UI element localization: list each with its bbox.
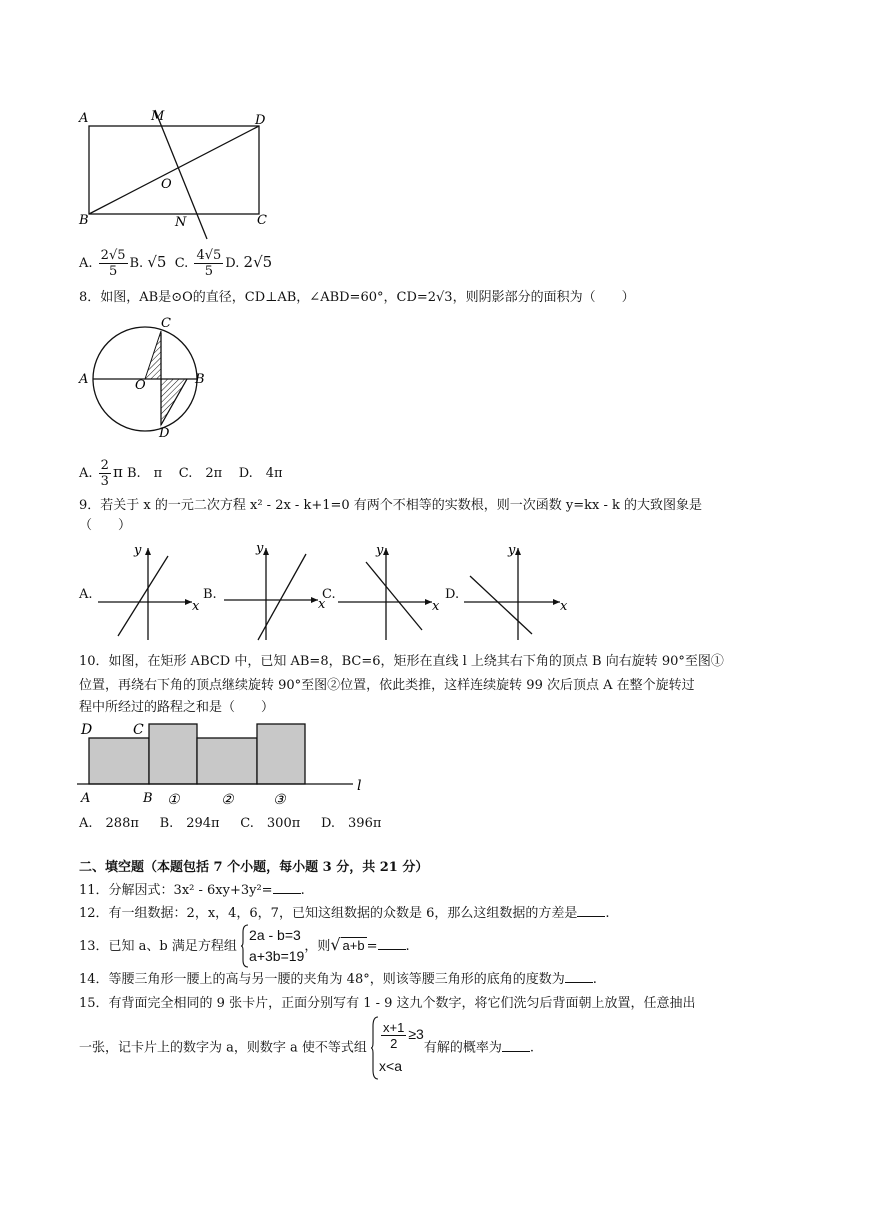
- q7-option-b-prefix: B.: [129, 256, 144, 271]
- label-circle-2: ②: [221, 792, 234, 808]
- q7-option-d-value: 2√5: [243, 253, 273, 271]
- q9-graph-d: [462, 542, 574, 642]
- label-circle-1: ①: [167, 792, 180, 808]
- q15-answer-blank[interactable]: [502, 1039, 530, 1052]
- q15-question-line1: 15．有背面完全相同的 9 张卡片，正面分别写有 1 - 9 这九个数字，将它们洗匀后背面朝上放置，任意抽出: [79, 996, 696, 1011]
- q8-option-b: B. π: [126, 466, 163, 481]
- label-circle-3: ③: [273, 792, 286, 808]
- q15-question-line2: 一张，记卡片上的数字为 a，则数字 a 使不等式组 $\frac{x+1}{2}$ ≥3 x<a 有解的概率为 .: [79, 1013, 534, 1084]
- label-D: D: [255, 113, 266, 128]
- q9-graph-c: [336, 542, 446, 642]
- q10-question-line2: 位置，再绕右下角的顶点继续旋转 90°至图②位置，依此类推，这样连续旋转 99 次后顶点 A 在整个旋转过: [79, 678, 695, 693]
- q7-option-b-value: √5: [147, 253, 167, 271]
- q13-sqrt-radicand: a+b: [342, 938, 365, 953]
- q14-answer-blank[interactable]: [565, 970, 593, 983]
- label-C: C: [257, 213, 267, 228]
- label-B: B: [79, 213, 89, 228]
- q9-question-line1: 9．若关于 x 的一元二次方程 x² - 2x - k+1=0 有两个不相等的实数根，则一次函数 y=kx - k 的大致图象是: [79, 498, 703, 513]
- q10-option-b: B. 294π: [159, 816, 220, 831]
- q8-option-a-suffix: π: [112, 463, 123, 481]
- q13-equation-system: [241, 924, 304, 970]
- q10-option-c: C. 300π: [240, 816, 301, 831]
- label-D: D: [81, 722, 93, 738]
- label-O: O: [161, 177, 172, 192]
- q9-option-b-label: B.: [203, 587, 217, 602]
- q13-answer-blank[interactable]: [378, 937, 406, 950]
- label-B: B: [195, 372, 205, 387]
- q12-answer-blank[interactable]: [577, 904, 605, 917]
- q12-question: 12．有一组数据：2，x，4，6，7，已知这组数据的众数是 6，那么这组数据的方差是 .: [79, 906, 610, 921]
- svg-text:x: x: [560, 599, 568, 614]
- q7-option-c-prefix: C.: [174, 256, 189, 271]
- q7-option-d-prefix: D.: [225, 256, 240, 271]
- q13-question: 13．已知 a、b 满足方程组 2a - b=3 a+3b=19 ，则√ a+b = .: [79, 922, 410, 970]
- q10-option-d: D. 396π: [320, 816, 382, 831]
- q9-option-c-label: C.: [322, 587, 336, 602]
- svg-text:x: x: [432, 599, 440, 614]
- label-A: A: [81, 791, 91, 806]
- svg-text:y: y: [376, 543, 384, 558]
- q13-equation-2: a+3b=19: [249, 948, 305, 964]
- q7-options: [79, 248, 272, 279]
- q8-question: 8．如图，AB是⊙O的直径，CD⊥AB，∠ABD=60°，CD=2√3，则阴影部分的面积为（ ）: [79, 290, 635, 305]
- svg-text:x: x: [192, 599, 200, 614]
- figure-q10-rectangles: [75, 718, 375, 810]
- q9-option-d-label: D.: [445, 587, 460, 602]
- label-D: D: [159, 426, 170, 441]
- label-A: A: [79, 111, 89, 126]
- q8-option-d: D. 4π: [238, 466, 283, 481]
- svg-text:y: y: [134, 543, 142, 558]
- svg-text:y: y: [508, 543, 516, 558]
- q8-option-a-fraction: $\frac{2}{3}$: [100, 458, 109, 489]
- label-C: C: [133, 722, 144, 738]
- q15-fraction-numerator: x+1: [383, 1020, 405, 1035]
- q7-option-a-fraction: $\frac{2√5}{5}$: [100, 248, 126, 279]
- q8-option-a-prefix: A.: [79, 466, 93, 481]
- q15-inequality-1-rhs: ≥3: [408, 1026, 424, 1043]
- q10-question-line1: 10．如图，在矩形 ABCD 中，已知 AB=8，BC=6，矩形在直线 l 上绕其右下角的顶点 B 向右旋转 90°至图①: [79, 654, 724, 669]
- q7-option-a-prefix: A.: [79, 256, 93, 271]
- label-N: N: [175, 215, 187, 230]
- q8-options: [79, 458, 283, 489]
- q14-question: 14．等腰三角形一腰上的高与另一腰的夹角为 48°，则该等腰三角形的底角的度数为 .: [79, 972, 597, 987]
- svg-text:x: x: [318, 597, 326, 612]
- label-B: B: [143, 791, 153, 806]
- figure-q8-circle: [75, 313, 215, 443]
- q9-graph-b: [222, 540, 332, 642]
- svg-text:y: y: [256, 541, 264, 556]
- label-C: C: [161, 316, 171, 331]
- q15-inequality-2: x<a: [379, 1058, 403, 1074]
- label-O: O: [135, 378, 146, 393]
- label-M: M: [151, 109, 165, 124]
- q9-question-line2: （ ）: [79, 518, 132, 533]
- q15-inequality-system: [371, 1013, 424, 1083]
- q9-option-a-label: A.: [79, 587, 93, 602]
- label-A: A: [79, 372, 89, 387]
- q15-fraction-denominator: 2: [390, 1036, 398, 1051]
- q10-question-line3: 程中所经过的路程之和是（ ）: [79, 700, 275, 715]
- q9-graph-a: [96, 542, 206, 642]
- figure-q7-rectangle: [75, 104, 275, 244]
- q7-option-c-fraction: $\frac{4√5}{5}$: [196, 248, 222, 279]
- section-2-heading: 二、填空题（本题包括 7 个小题，每小题 3 分，共 21 分）: [79, 860, 429, 875]
- q8-option-c: C. 2π: [178, 466, 223, 481]
- q11-answer-blank[interactable]: [273, 881, 301, 894]
- q11-question: 11．分解因式：3x² - 6xy+3y²= .: [79, 883, 305, 898]
- label-l: l: [357, 778, 362, 794]
- q13-equation-1: 2a - b=3: [249, 927, 301, 943]
- q10-option-a: A. 288π: [79, 816, 139, 831]
- q10-options: [79, 815, 381, 833]
